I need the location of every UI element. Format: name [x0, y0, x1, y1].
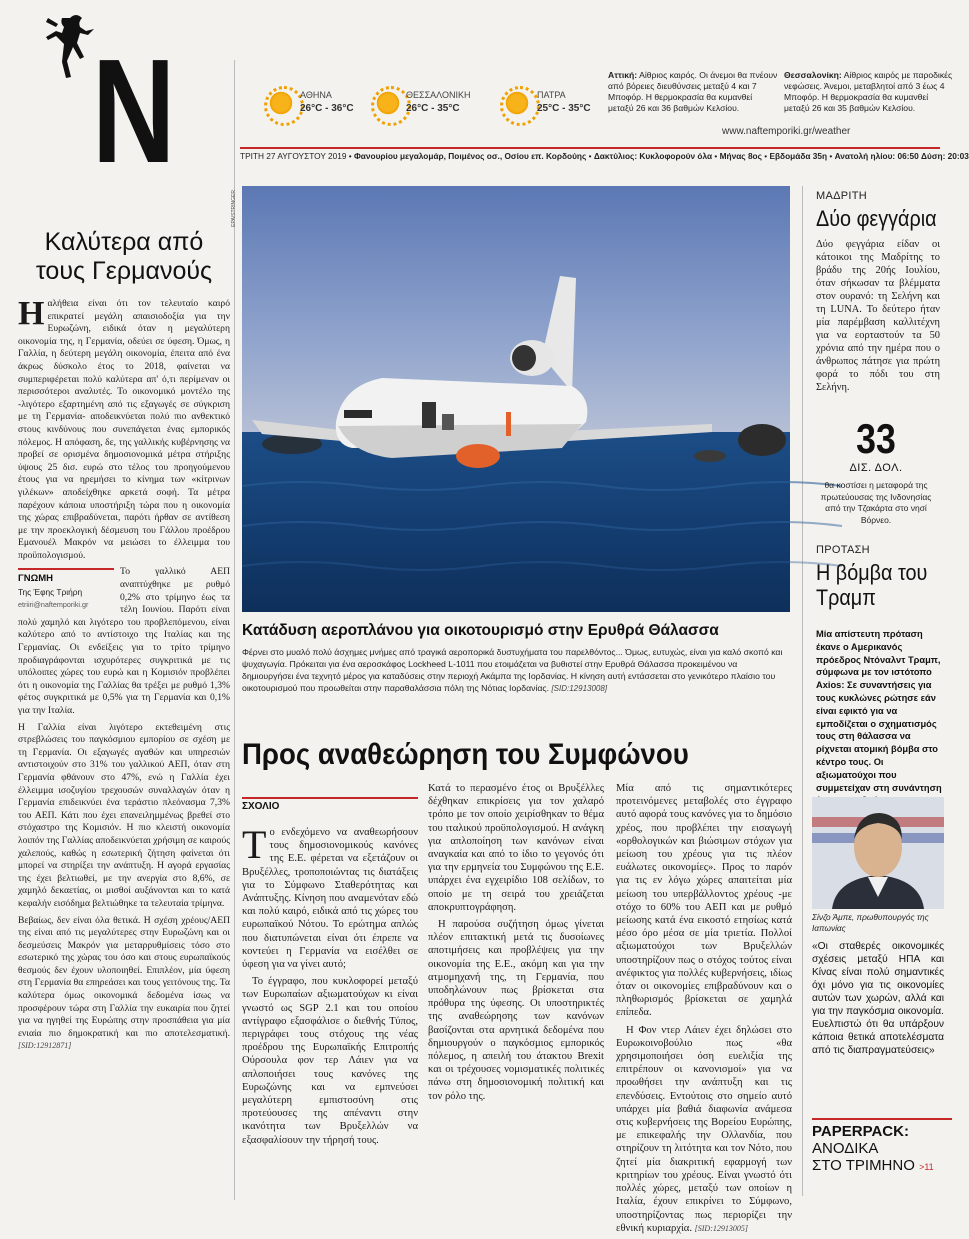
photo-credit: EPA/STRINGER	[231, 190, 237, 227]
photo-caption-headline: Κατάδυση αεροπλάνου για οικοτουρισμό στην Ερυθρά Θάλασσα	[242, 622, 719, 639]
abe-quote: «Οι σταθερές οικονομικές σχέσεις μεταξύ ΗΠΑ και Κίνας είναι πολύ σημαντικές όχι μόνο για τις οικονομίες αυτών των χωρών, αλλά και για την παγκόσμια οικονομία. Ευελπιστώ ότι θα υπάρξουν κάποια θετικά αποτελέσματα από τις διαπραγματεύσεις»	[812, 941, 944, 1056]
abe-caption	[812, 912, 944, 933]
airplane-photo-illustration	[242, 186, 790, 612]
month-value: 8ος	[747, 151, 762, 161]
weather-thess-label: Θεσσαλονίκη:	[784, 70, 842, 80]
main-para: Μία από τις σημαντικότερες προτεινόμενες μεταβολές στο έγγραφο αυτό αφορά τους κανόνες για το δημόσιο χρέος, που προβλέπει την εισαγωγή «ορθολογικών και βιώσιμων στόχων για μείωση του χρέους για τις πλέον ευάλωτες οικονομίες». Προς το παρόν για τις εν λόγω χώρες απαιτείται μία μείωση του υπερβάλλοντος χρέους -με στόχο το 60% του ΑΕΠ και με ρυθμό μείωσης κατά ένα εικοστό ετησίως κατά μέσο όρο μέσα σε μία τριετία. Πολλοί αξιωματούχοι των Βρυξελλών υποστηρίζουν πως ο στόχος τούτος είναι ανέφικτος για πολλές κυβερνήσεις, ιδίως όταν οι οικονομίες επιβραδύνουν και ο πληθωρισμός βρίσκεται σε χαμηλά επίπεδα.	[616, 783, 792, 1019]
main-para: Η Φον ντερ Λάιεν έχει δηλώσει στο Ευρωκοινοβούλιο πως «θα χρησιμοποιήσει όση ευελιξία της επιτρέπουν οι κανονισμοί» για να προωθήσει την ανάπτυξη και τις επενδύσεις. Εντούτοις στο σημείο αυτό υπάρχει μία βαθιά διαφωνία ανάμεσα στις κυβερνήσεις της Βορείου Ευρώπης, με επικεφαλής την Ολλανδία, που στηρίζουν τη λιτότητα και τον Νότο, που ζητεί μία διακριτική εφαρμογή των κριτηρίων του χρέους. Είναι γνωστό ότι πολλές χώρες, μεταξύ των οποίων η Ιταλία, έχουν επικρίνει το Σύμφωνο, υποστηρίζοντας πως περιορίζει την εθνική κυριαρχία.	[616, 1024, 792, 1234]
weather-attiki-label: Αττική:	[608, 70, 638, 80]
main-para: Η παρούσα συζήτηση όμως γίνεται πλέον επιτακτική μετά τις δυσοίωνες αποτιμήσεις και προβλέψεις για την οικονομία της Ε.Ε., ακόμη και για την ατμομηχανή της, τη Γερμανία, που υποδηλώνουν πως βρίσκεται στα πρόθυρα της ύφεσης. Οι υποστηρικτές της αναθεώρησης των κανόνων βασίζονται στα αρνητικά δεδομένα που δημιουργούν ο παγκόσμιος εμπορικός πόλεμος, η απειλή του άτακτου Brexit και οι τρέχουσες νομισματικές πολιτικές πάνω στη δημοσιονομική πολιτική και τον ρόλο της.	[428, 919, 604, 1102]
proposal-headline: Η βόμβα του Τραμπ	[816, 560, 928, 610]
weather-attiki-text: Αίθριος καιρός. Οι άνεμοι θα πνέουν από βόρειες διευθύνσεις μεταξύ 4 και 7 Μποφόρ. Η θερμοκρασία θα κυμανθεί μεταξύ 26 και 36 βαθμών Κελσίου.	[608, 70, 778, 113]
hermes-figure-icon	[40, 10, 100, 120]
big-number: 33	[856, 415, 896, 462]
photo-caption-text: Φέρνει στο μυαλό πολύ άσχημες μνήμες από τραγικά αεροπορικά δυστυχήματα του παρελθόντος... Όμως, ευτυχώς, είναι για καλό σκοπό και ψυχαγωγία. Πρόκειται για ένα αεροσκάφος Lockheed L-1011 που ετοιμάζεται να βυθιστεί στην Ερυθρά Θάλασσα προκειμένου να δημιουργήσει ένα τεχνητό μέρος για καταδύσεις στην περιοχή Ακάμπα της Ιορδανίας. Η κίνηση αυτή εντάσσεται στο γενικότερο πλαίσιο του οικοτουρισμού που προωθείται στην παραθαλάσσια πόλη της Νότιας Ιορδανίας.	[242, 647, 783, 693]
left-headline: Καλύτερα από τους Γερμανούς	[35, 228, 213, 285]
date: ΤΡΙΤΗ 27 ΑΥΓΟΥΣΤΟΥ 2019	[240, 151, 347, 161]
sun-icon	[375, 90, 401, 116]
weather-city: ΠΑΤΡΑ	[537, 90, 566, 100]
main-para: Το έγγραφο, που κυκλοφορεί μεταξύ των Ευρωπαίων αξιωματούχων κι είναι γνωστό ως SGP 2.1 και του οποίου αντίγραφο εξασφάλισε ο διεθνής Τύπος, περιγράφει τους στόχους της νέας προέδρου της Ευρωπαϊκής Επιτροπής Ούρσουλα φον τερ Λάιεν για να απλοποιήσει τους κανόνες της Ευρωζώνης και να εμπνεύσει μεγαλύτερη εμπιστοσύνη στις προτεύουσες της απέναντι στην ικανότητα των Βρυξελλών να εξασφαλίσουν την τήρησή τους.	[242, 976, 418, 1146]
weather-temp: 25°C - 35°C	[537, 103, 591, 114]
month-label: Μήνας	[719, 151, 746, 161]
sunrise-label: Ανατολή ηλίου:	[834, 151, 896, 161]
sun-icon	[504, 90, 530, 116]
opinion-author: Της Έφης Τριήρη	[18, 587, 83, 598]
main-para: ο ενδεχόμενο να αναθεωρήσουν τους δημοσιονομικούς κανόνες της Ε.Ε. φέρεται να εξετάζουν οι Βρυξέλλες, τροποποιώντας τις διατάξεις για το Σύμφωνο Σταθερότητας και Ανάπτυξης. Κίνηση που αναμενόταν εδώ και πολύ καιρό, ειδικά από τις χώρες του ευρωπαϊκού Νότου. Το ερώτημα απλώς που διατυπώνεται είναι ότι έπρεπε να κοντεύει η Γερμανία να εισέλθει σε ύφεση για να γίνει αυτό;	[242, 827, 418, 971]
left-article	[18, 228, 230, 1057]
abe-role: πρωθυπουργός της Ιαπωνίας	[812, 912, 929, 933]
madrid-headline: Δύο φεγγάρια	[816, 206, 937, 231]
weather-attiki	[608, 70, 778, 114]
weather-city: ΘΕΣΣΑΛΟΝΙΚΗ	[406, 90, 471, 100]
main-headline: Προς αναθεώρηση του Συμφώνου	[242, 738, 689, 771]
left-para: αλήθεια είναι ότι τον τελευταίο καιρό επικρατεί μεγάλη απαισιοδοξία για την Ευρωζώνη, ειδικά όταν η μεγαλύτερη οικονομία της, η Γερμανία, οδεύει σε ύφεση. Όμως, η Γαλλία, η δεύτερη μεγάλη οικονομία, έπειτα από ένα άκρως δύσκολο έτος το 2018, φαίνεται να συμπεριφέρεται πολύ καλύτερα απ' ό,τι περίμεναν οι περισσότεροι αναλυτές. Το οικονομικό μοντέλο της -λιγότερο εξαρτημένη από τις εξαγωγές σε σύγκριση με τη Γερμανία- αποδεικνύεται πολύ πιο ανθεκτικό στους κινδύνους που συνεπάγεται ένας εμπορικός πόλεμος. Η απόφαση, δε, της γαλλικής κυβέρνησης να προβεί σε ορισμένα δημοσιονομικά μέτρα στήριξης ύψους 25 δισ. ευρώ στο τέλος του προηγούμενου έτους για να ηρεμήσει το κίνημα των «κίτρινων γιλέκων» αποδείχθηκε αρκετά σοφή. Τα μέτρα παρέχουν κάποια υποστήριξη τώρα που η οικονομία της χώρας επιβραδύνεται, παρότι ήρθαν σε αντίθεση με την προεκλογική δέσμευση του Γάλλου προέδρου Εμανουέλ Μακρόν να μειώσει το έλλειμμα του προϋπολογισμού.	[18, 298, 230, 561]
number-unit: ΔΙΣ. ΔΟΛ.	[849, 462, 903, 474]
weather-url[interactable]: www.naftemporiki.gr/weather	[722, 126, 851, 137]
logo-letter: N	[92, 29, 176, 194]
weather-thess-text: Αίθριος καιρός με παροδικές νεφώσεις. Άνεμοι, μεταβλητοί από 3 έως 4 Μποφόρ. Η θερμοκρασία θα κυμανθεί μεταξύ 26 και 35 βαθμών Κελσίου.	[784, 70, 953, 113]
opinion-email[interactable]: etriiri@naftemporiki.gr	[18, 599, 89, 609]
weather-thessaloniki	[784, 70, 954, 114]
sun-icon	[268, 90, 294, 116]
left-para: Η Γαλλία είναι λιγότερο εκτεθειμένη στις στρεβλώσεις του παγκόσμιου εμπορίου σε σχέση με τη Γερμανία. Οι εξαγωγές αγαθών και υπηρεσιών αντιστοιχούν στο 31% του γαλλικού ΑΕΠ, όταν στη Γερμανία φθάνουν στο 47%, ενώ η Γαλλία έχει έλλειμμα ισοζυγίου τρεχουσών συναλλαγών όταν η Γερμανία επιδεικνύει ένα τεράστιο πλεόνασμα 7,3% του ΑΕΠ. Κάτι που έχει επανειλημμένως βρεθεί στο στόχαστρο της Κομισιόν. Η πιο κλειστή οικονομία λοιπόν της Γαλλίας αποδεικνύεται χρήσιμη σε καιρούς χαλεπούς, καθώς η εσωτερική ζήτηση φαίνεται ότι μπορεί να στηρίξει την ανάπτυξη. Η αγορά εργασίας της έχει βελτιωθεί, με την ανεργία στο 8,6%, σε χαμηλό δεκαετίας, οι μισθοί αυξάνονται και το κατά κεφαλήν εισόδημα βελτιώθηκε τα τελευταία τρίμηνα.	[18, 721, 230, 909]
dakt-value: Κυκλοφορούν όλα	[639, 151, 713, 161]
opinion-label: ΓΝΩΜΗ	[18, 573, 53, 585]
dateline: ΤΡΙΤΗ 27 ΑΥΓΟΥΣΤΟΥ 2019 • Φανουρίου μεγαλομάρ, Ποιμένος οσ., Οσίου επ. Κορδούης • Δακτύλιος: Κυκλοφορούν όλα • Μήνας 8ος • Εβδομάδα 35η • Ανατολή ηλίου: 06:50 Δύση: 20:03	[240, 147, 940, 163]
dakt-label: Δακτύλιος:	[593, 151, 638, 161]
sid: [SID:12912871]	[18, 1041, 72, 1051]
section-label: ΣΧΟΛΙΟ	[242, 797, 418, 812]
main-col-3	[616, 782, 792, 1239]
week-value: 35η	[812, 151, 828, 161]
sid: [SID:12913008]	[551, 684, 608, 693]
paperpack-title: PAPERPACK:	[812, 1123, 909, 1140]
proposal-kicker: ΠΡΟΤΑΣΗ	[816, 544, 870, 556]
dropcap: Τ	[242, 822, 267, 867]
sunset-label: Δύση:	[921, 151, 946, 161]
proposal-text: Μία απίστευτη πρόταση έκανε ο Αμερικανός πρόεδρος Ντόναλντ Τραμπ, σύμφωνα με τον ιστότοπο Axios: Σε συναντήσεις για τους κυκλώνες ρώτησε εάν είναι εφικτό για να εμποδίζεται ο σχηματισμός τους στη θάλασσα να ρίχνεται ατομική βόμβα στο κέντρο τους. Οι αξιωματούχοι που συμμετείχαν στη συνάντηση	[816, 629, 942, 793]
page-reference[interactable]: >11	[919, 1162, 934, 1172]
airplane-photo	[242, 186, 790, 612]
saints: Φανουρίου μεγαλομάρ, Ποιμένος οσ., Οσίου επ. Κορδούης	[354, 151, 587, 161]
dropcap: Η	[18, 295, 45, 332]
number-description: θα κοστίσει η μεταφορά της πρωτεύουσας της Ινδονησίας από την Τζακάρτα στο νησί Βόρνεο.	[820, 480, 932, 525]
portrait-photo-icon	[812, 797, 944, 909]
paperpack-teaser[interactable]	[812, 1118, 952, 1176]
left-para: Βεβαίως, δεν είναι όλα θετικά. Η σχέση χρέους/ΑΕΠ της είναι από τις μεγαλύτερες στην Ευρωζώνη και οι δεσμεύσεις Μακρόν για μεταρρυθμίσεις τόσο στο εσωτερικό της χώρας του όσο και στους ευρωπαϊκούς θεσμούς δεν έχουν υλοποιηθεί. Επιπλέον, μία ύφεση στη Γερμανία θα επηρεάσει και τους γειτόνους της. Τα καλύτερα όμως οικονομικά δεδομένα ίσως να προσφέρουν τώρα στη Γαλλία την ευκαιρία που ζητεί για να ηγηθεί της Ευρώπης στην προσπάθεια για μία ενιαία πιο δημοκρατική και πιο αποτελεσματική.	[18, 914, 230, 1039]
main-para: Κατά το περασμένο έτος οι Βρυξέλλες δέχθηκαν επικρίσεις για τον χαλαρό τρόπο με τον οποίο χειρίσθηκαν το θέμα του ιταλικού προϋπολογισμού. Η ανάγκη για απλοποίηση των κανόνων είναι αναγκαία και από το ίδιο το γεγονός ότι για την ερμηνεία του Συμφώνου της Ε.Ε. υπάρχει ένα εγχειρίδιο 108 σελίδων, το οποίο με τη σειρά του χρειάζεται αποκρυπτογράφηση.	[428, 783, 604, 913]
sid: [SID:12913005]	[694, 1223, 748, 1233]
weather-temp: 26°C - 36°C	[300, 103, 354, 114]
abe-portrait	[812, 797, 944, 909]
madrid-text: Δύο φεγγάρια είδαν οι κάτοικοι της Μαδρίτης το βράδυ της 20ής Ιουλίου, όταν σήκωσαν τα βλέμματα στον ουρανό: τη Σελήνη και τη LUNA. Το δεύτερο ήταν μία παρέμβαση καλλιτέχνη για να εορταστούν τα 50 χρόνια από την ημέρα που ο άνθρωπος πάτησε για πρώτη φορά το πόδι του στη Σελήνη.	[816, 239, 940, 393]
main-col-1	[242, 822, 418, 1151]
madrid-kicker: ΜΑΔΡΙΤΗ	[816, 190, 868, 202]
abe-name: Σίνζο Άμπε,	[812, 912, 855, 922]
paperpack-sub2: ΣΤΟ ΤΡΙΜΗΝΟ	[812, 1157, 915, 1174]
weather-city: ΑΘΗΝΑ	[300, 90, 332, 100]
opinion-box	[18, 568, 114, 611]
left-para: Το γαλλικό ΑΕΠ αναπτύχθηκε με ρυθμό 0,2% στο τρίμηνο έως τα τέλη Ιουνίου. Παρότι είναι πολύ χαμηλό και λιγότερο του προβλεπόμενου, είναι καλύτερο από το αντίστοιχο της Ιταλίας και της Γερμανίας. Οι ενδείξεις για το τρίτο τρίμηνο προδιαγράφονται ισχυρότερες συγκριτικά με τις υπόλοιπες χώρες του ευρώ και η Κομισιόν προβλέπει ότι η οικονομία της Γαλλίας θα τρέξει με ρυθμό 1,3% φέτος συγκριτικά με 0,5% για τη Γερμανία και 0,1% για την Ιταλία.	[18, 566, 230, 716]
sunset: 20:03	[947, 151, 969, 161]
weather-temp: 26°C - 35°C	[406, 103, 460, 114]
masthead-logo	[40, 10, 176, 194]
sunrise: 06:50	[897, 151, 919, 161]
week-label: Εβδομάδα	[769, 151, 811, 161]
main-col-2	[428, 782, 604, 1107]
paperpack-sub1: ΑΝΟΔΙΚΑ	[812, 1140, 879, 1157]
photo-caption	[242, 646, 790, 695]
